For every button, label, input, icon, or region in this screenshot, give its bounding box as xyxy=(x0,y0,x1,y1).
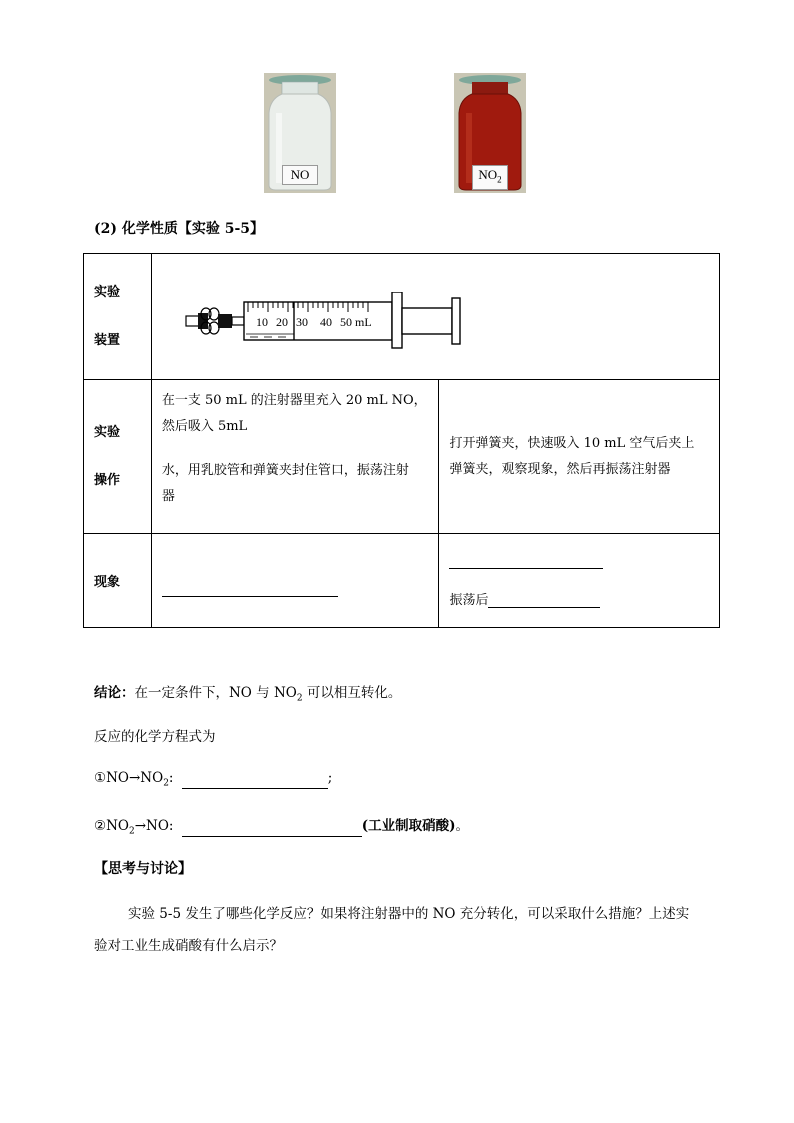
syringe-diagram-icon xyxy=(184,292,484,352)
discussion-line-1: 实验 5-5 发生了哪些化学反应？如果将注射器中的 NO 充分转化，可以采取什么措施？上述实 xyxy=(128,906,690,922)
conclusion-label: 结论： xyxy=(94,685,135,701)
operation-right-line2: 弹簧夹，观察现象，然后再振荡注射器 xyxy=(449,461,671,477)
syringe-scale-30: 30 xyxy=(295,315,308,329)
no-bottle-image xyxy=(264,73,336,193)
no2-bottle-image xyxy=(454,73,526,193)
syringe-scale-40: 40 xyxy=(319,315,332,329)
syringe-scale-20: 20 xyxy=(275,315,288,329)
conclusion-sub: 2 xyxy=(296,693,303,704)
table-row-phenomenon xyxy=(84,534,720,628)
eq2-end: 。 xyxy=(455,818,470,834)
section-title: (2) 化学性质【实验 5-5】 xyxy=(94,221,265,237)
operation-left-line3: 水，用乳胶管和弹簧夹封住管口，振荡注射 xyxy=(161,463,409,478)
operation-left-cell xyxy=(151,380,439,534)
equation-2-line xyxy=(94,814,469,837)
syringe-scale-50: 50 mL xyxy=(339,315,372,329)
phenomenon-right-blank-2[interactable] xyxy=(488,593,600,608)
phenomenon-left-blank[interactable] xyxy=(162,582,338,597)
phenomenon-left-cell xyxy=(151,534,439,628)
phenomenon-right-blank-1[interactable] xyxy=(449,554,603,569)
conclusion-text-post: 可以相互转化。 xyxy=(302,685,402,701)
syringe-scale-10: 10 xyxy=(255,315,268,329)
conclusion-text-pre: 在一定条件下，NO 与 NO xyxy=(134,685,297,701)
no-bottle-label: NO xyxy=(282,165,318,185)
eq2-blank[interactable] xyxy=(182,822,362,837)
operation-right-cell xyxy=(439,380,720,534)
table-row-apparatus xyxy=(84,254,720,380)
operation-left-line4: 器 xyxy=(161,489,175,504)
operation-header-line2: 操作 xyxy=(94,472,121,488)
equation-intro: 反应的化学方程式为 xyxy=(94,729,216,745)
experiment-table xyxy=(83,253,720,628)
apparatus-header-line2: 装置 xyxy=(94,332,121,348)
no2-bottle-label: $NO_2$ xyxy=(472,165,508,190)
operation-right-line1: 打开弹簧夹，快速吸入 10 mL 空气后夹上 xyxy=(449,435,695,451)
operation-left-line2: 然后吸入 5mL xyxy=(161,419,248,434)
eq2-prefix: ②NO xyxy=(94,818,129,834)
after-shake-label: 振荡后 xyxy=(449,592,489,608)
eq1-colon: : xyxy=(168,770,174,786)
eq1-sub: 2 xyxy=(163,778,169,789)
apparatus-header xyxy=(84,254,152,380)
eq2-sub: 2 xyxy=(128,826,135,837)
eq1-end: ; xyxy=(327,770,333,786)
eq1-prefix: ①NO→NO xyxy=(94,770,164,786)
discussion-title: 【思考与讨论】 xyxy=(94,861,192,877)
phenomenon-right-cell xyxy=(439,534,720,628)
phenomenon-header: 现象 xyxy=(84,534,152,628)
discussion-line-2: 验对工业生成硝酸有什么启示？ xyxy=(94,938,283,954)
operation-header xyxy=(84,380,152,534)
eq1-blank[interactable] xyxy=(182,774,328,789)
operation-left-line1: 在一支 50 mL 的注射器里充入 20 mL NO， xyxy=(161,393,427,408)
syringe-diagram-cell xyxy=(151,254,719,380)
apparatus-header-line1: 实验 xyxy=(94,284,121,300)
operation-header-line1: 实验 xyxy=(94,424,121,440)
conclusion-line xyxy=(94,681,401,704)
equation-1-line xyxy=(94,770,332,789)
eq2-mid: →NO: xyxy=(134,818,174,834)
eq2-note: (工业制取硝酸) xyxy=(361,818,456,834)
table-row-operation xyxy=(84,380,720,534)
